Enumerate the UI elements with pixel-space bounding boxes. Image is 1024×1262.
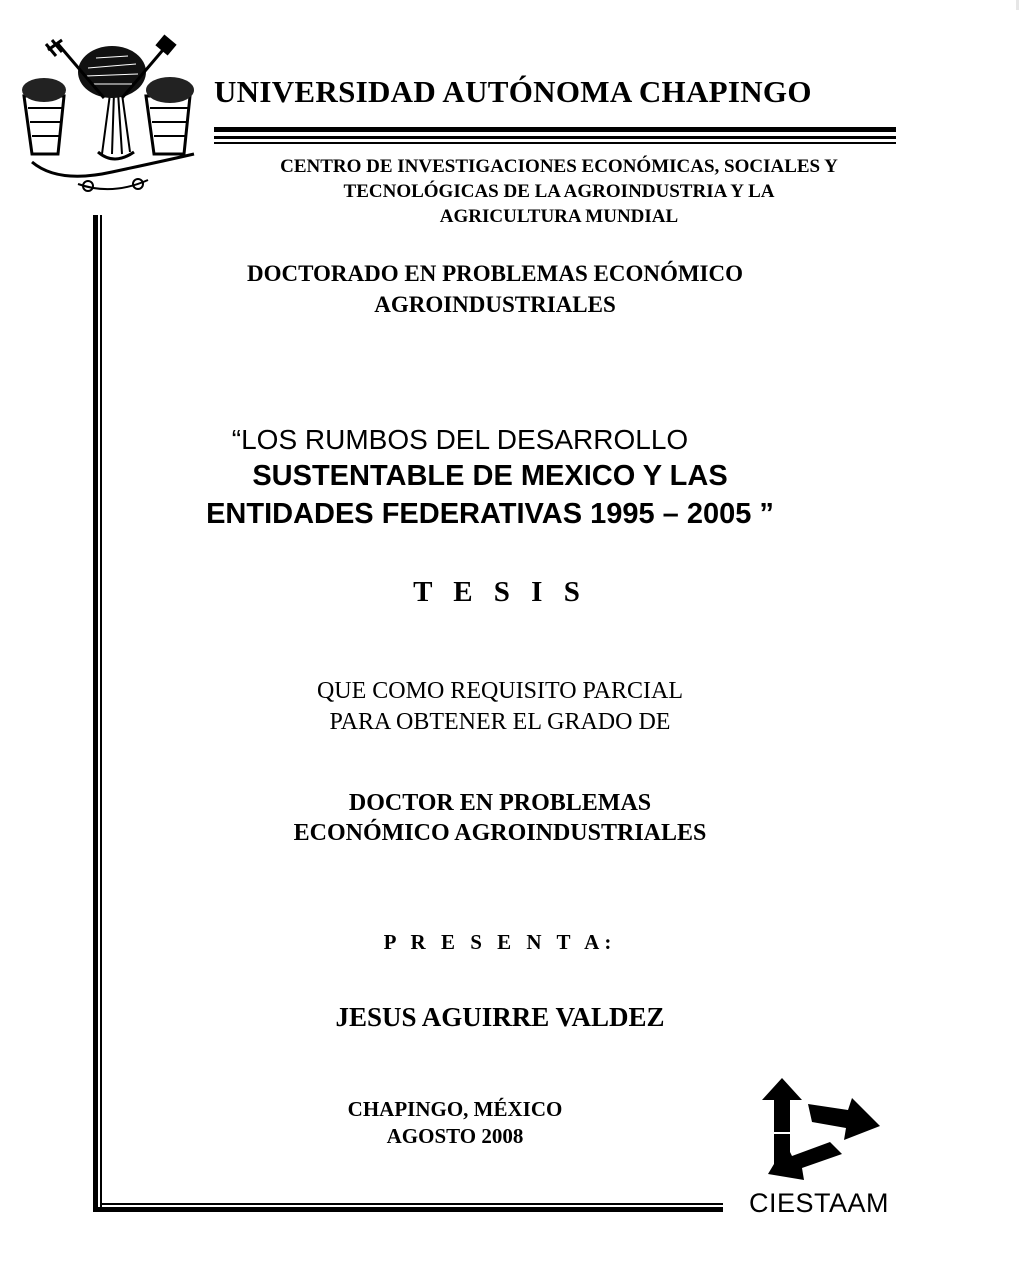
research-center-name <box>214 154 904 229</box>
scan-edge-mark <box>1016 0 1019 10</box>
requirement-text <box>200 676 800 738</box>
place-line: CHAPINGO, MÉXICO <box>347 1097 563 1121</box>
program-line: DOCTORADO EN PROBLEMAS ECONÓMICO <box>246 261 744 286</box>
header-rule-thin <box>214 142 896 144</box>
recycle-arrows-icon <box>756 1074 886 1194</box>
presenta-label: P R E S E N T A: <box>383 930 617 954</box>
requirement-line: QUE COMO REQUISITO PARCIAL <box>316 678 684 704</box>
thesis-title-line-2: SUSTENTABLE DE MEXICO Y LAS <box>252 460 728 492</box>
frame-bottom-border <box>93 1207 723 1212</box>
header-rule-medium <box>214 136 896 139</box>
requirement-line: PARA OBTENER EL GRADO DE <box>329 709 671 735</box>
center-line: CENTRO DE INVESTIGACIONES ECONÓMICAS, SOCIALES Y <box>280 156 838 177</box>
doctoral-program <box>170 258 820 320</box>
center-line: TECNOLÓGICAS DE LA AGROINDUSTRIA Y LA <box>343 181 775 202</box>
date-line: AGOSTO 2008 <box>386 1124 524 1148</box>
university-seal-icon <box>18 34 206 198</box>
place-and-date <box>300 1096 610 1150</box>
thesis-title-line-1: “LOS RUMBOS DEL DESARROLLO <box>231 424 689 455</box>
ciestaam-logo-text: CIESTAAM <box>748 1188 889 1218</box>
thesis-title-line-3: ENTIDADES FEDERATIVAS 1995 – 2005 ” <box>206 498 774 530</box>
degree-line: ECONÓMICO AGROINDUSTRIALES <box>293 820 707 846</box>
document-type: T E S I S <box>413 576 587 608</box>
center-line: AGRICULTURA MUNDIAL <box>439 206 679 227</box>
author-name: JESUS AGUIRRE VALDEZ <box>335 1002 665 1032</box>
program-line: AGROINDUSTRIALES <box>374 292 616 317</box>
degree-line: DOCTOR EN PROBLEMAS <box>348 790 652 816</box>
frame-left-border-inner <box>100 215 102 1208</box>
university-name: UNIVERSIDAD AUTÓNOMA CHAPINGO <box>214 74 812 109</box>
frame-left-border <box>93 215 98 1212</box>
header-rule-thick <box>214 127 896 132</box>
frame-bottom-border-inner <box>100 1203 723 1205</box>
degree-name <box>200 788 800 848</box>
